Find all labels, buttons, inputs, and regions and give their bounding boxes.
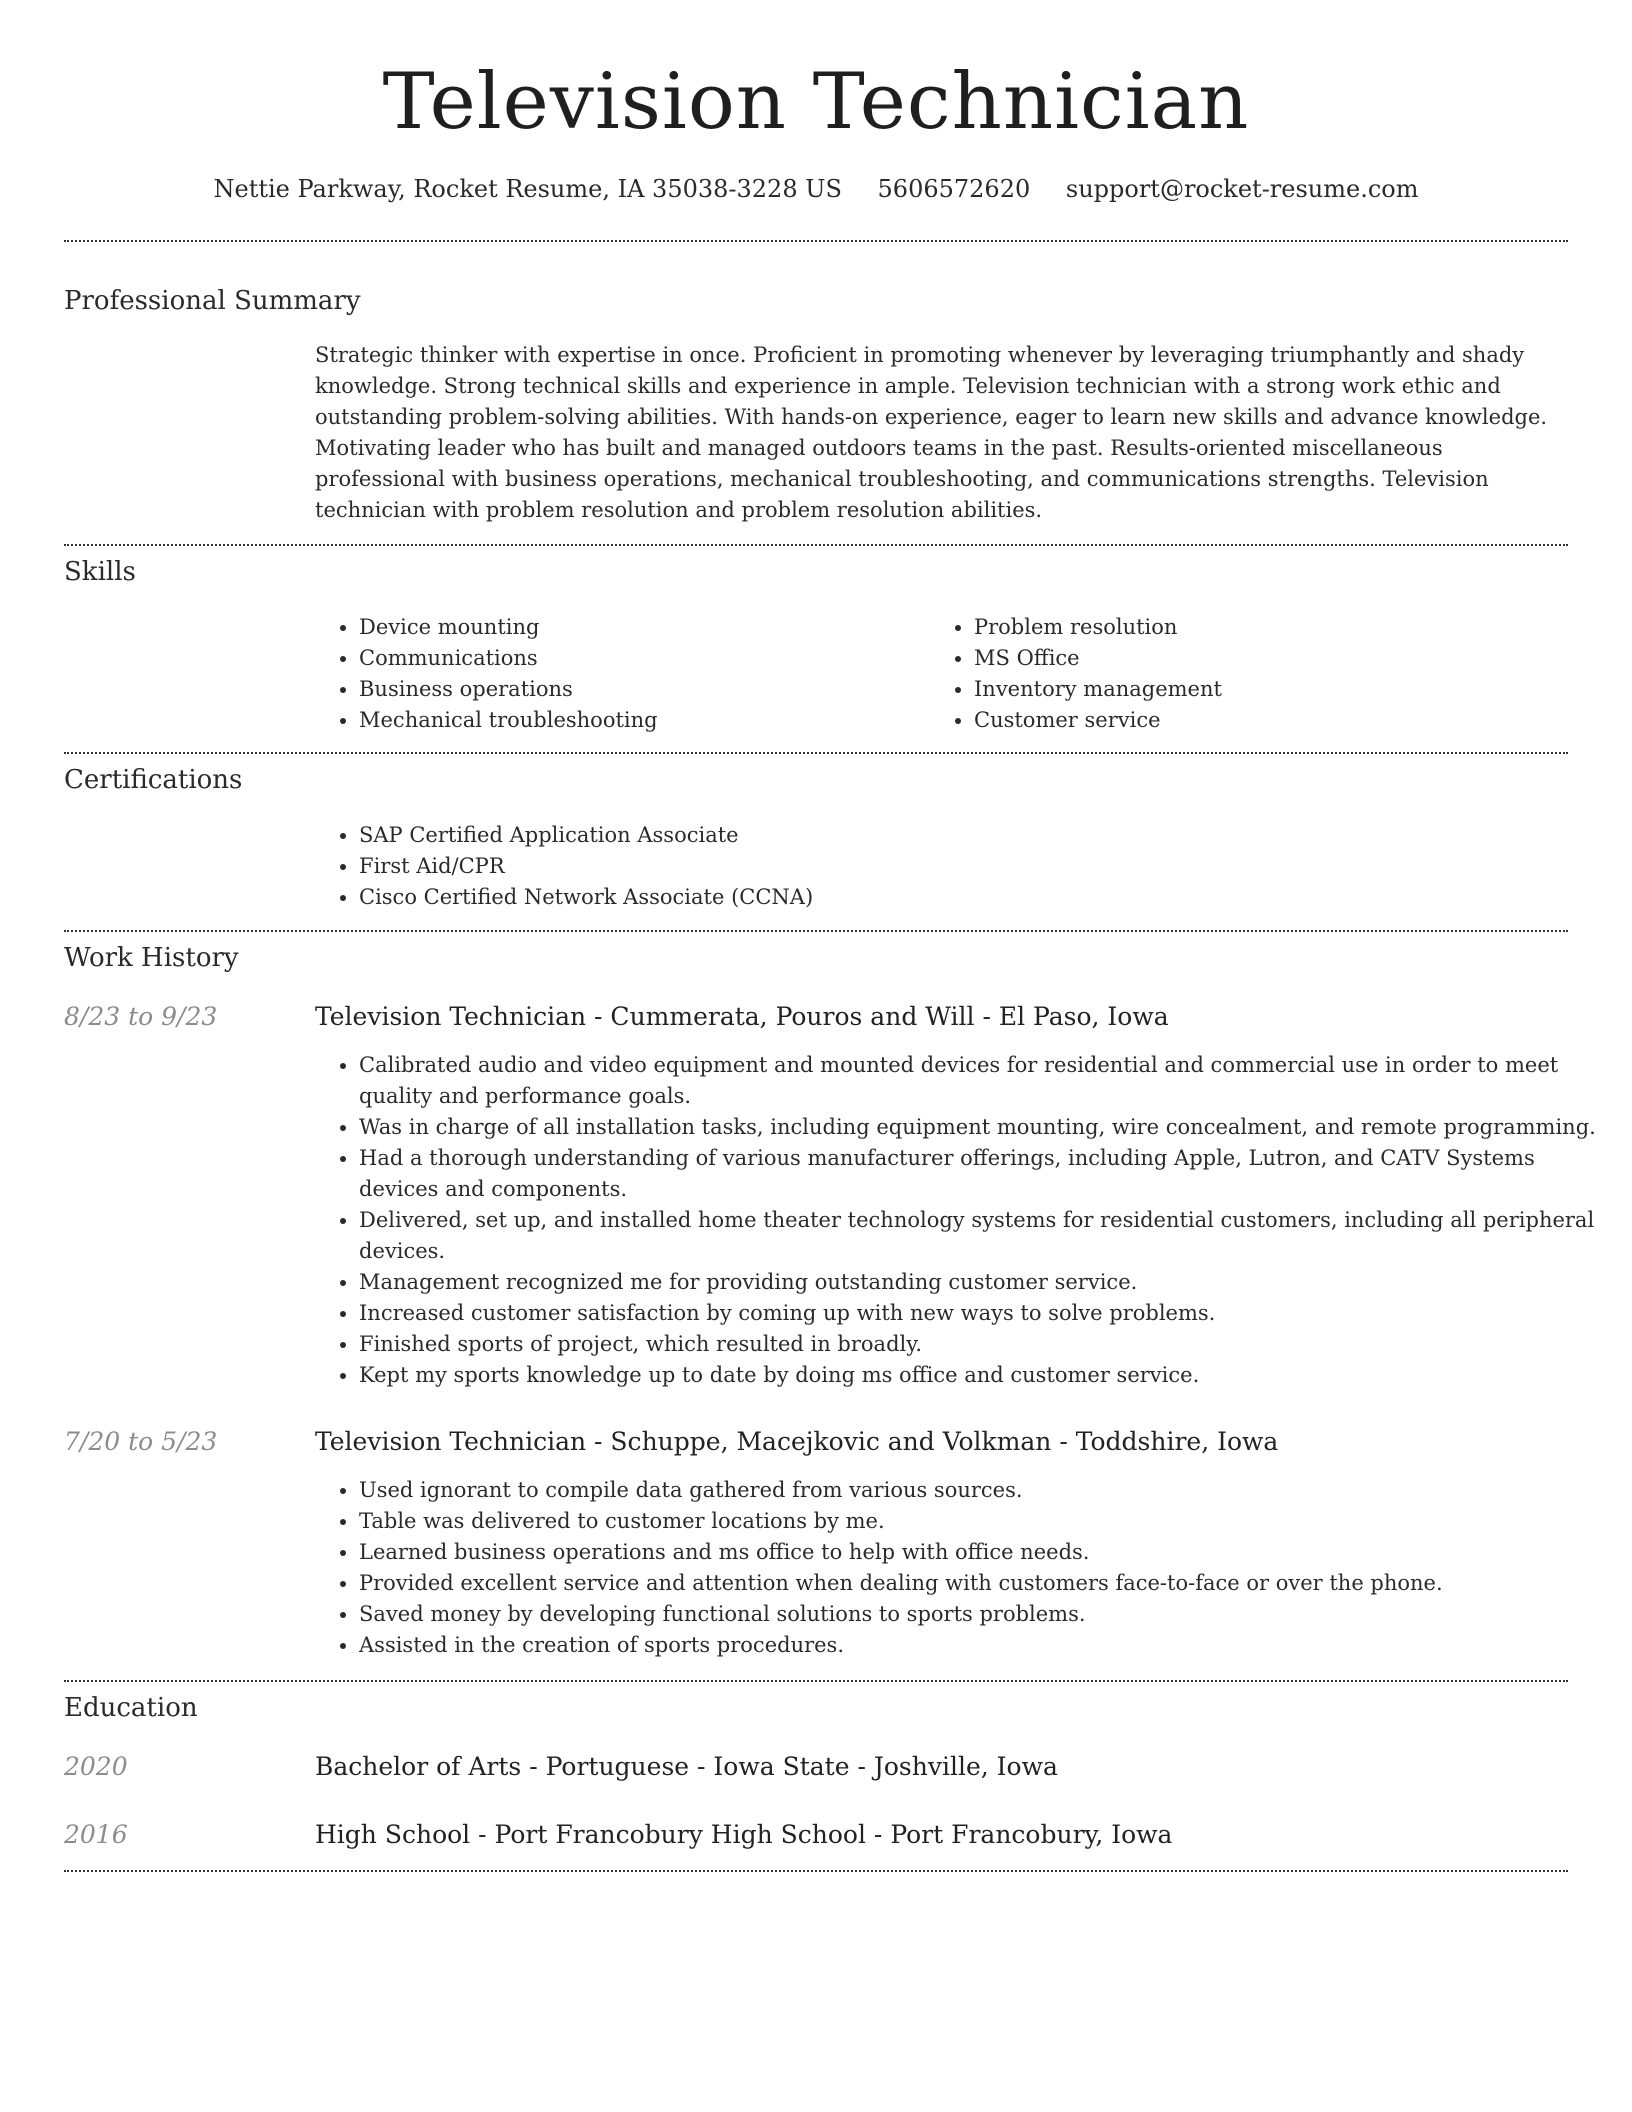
contact-phone: 5606572620 (877, 175, 1031, 203)
job-title: Television Technician - Schuppe, Macejkovic and Volkman - Toddshire, Iowa (315, 1427, 1279, 1456)
list-item: • Table was delivered to customer locations by me. (359, 1506, 1615, 1537)
list-item: • Customer service (974, 705, 1574, 736)
contact-email: support@rocket-resume.com (1065, 175, 1419, 203)
list-item: • Finished sports of project, which resulted in broadly. (359, 1329, 1615, 1360)
list-item: • Management recognized me for providing outstanding customer service. (359, 1267, 1615, 1298)
skills-list-left (315, 612, 919, 736)
skills-heading: Skills (64, 557, 136, 587)
list-item: • Assisted in the creation of sports procedures. (359, 1630, 1615, 1661)
list-item: • Kept my sports knowledge up to date by doing ms office and customer service. (359, 1360, 1615, 1391)
education-entry: Bachelor of Arts - Portuguese - Iowa State - Joshville, Iowa (315, 1752, 1058, 1781)
job-bullets (315, 1050, 1615, 1391)
section-divider (64, 752, 1568, 754)
list-item: • Business operations (359, 674, 919, 705)
list-item: • Saved money by developing functional solutions to sports problems. (359, 1599, 1615, 1630)
list-item: • Cisco Certified Network Associate (CCNA) (359, 882, 1559, 913)
section-divider (64, 240, 1568, 242)
contact-line (0, 171, 1632, 207)
education-year: 2020 (64, 1752, 128, 1781)
job-title: Television Technician - Cummerata, Pouros and Will - El Paso, Iowa (315, 1002, 1169, 1031)
section-divider (64, 1870, 1568, 1872)
list-item: • Increased customer satisfaction by coming up with new ways to solve problems. (359, 1298, 1615, 1329)
skills-list-right (930, 612, 1574, 736)
list-item: • SAP Certified Application Associate (359, 820, 1559, 851)
list-item: • Problem resolution (974, 612, 1574, 643)
list-item: • Device mounting (359, 612, 919, 643)
list-item: • Was in charge of all installation tasks, including equipment mounting, wire concealment, and remote programming. (359, 1112, 1615, 1143)
section-divider (64, 544, 1568, 546)
education-year: 2016 (64, 1820, 128, 1849)
job-bullets (315, 1475, 1615, 1661)
work-history-heading: Work History (64, 943, 239, 973)
list-item: • Delivered, set up, and installed home theater technology systems for residential customers, including all peripheral devices. (359, 1205, 1615, 1267)
certifications-list (315, 820, 1559, 913)
list-item: • Communications (359, 643, 919, 674)
summary-heading: Professional Summary (64, 286, 361, 316)
list-item: • Used ignorant to compile data gathered from various sources. (359, 1475, 1615, 1506)
section-divider (64, 1680, 1568, 1682)
section-divider (64, 930, 1568, 932)
list-item: • Learned business operations and ms office to help with office needs. (359, 1537, 1615, 1568)
list-item: • MS Office (974, 643, 1574, 674)
list-item: • Inventory management (974, 674, 1574, 705)
list-item: • Provided excellent service and attention when dealing with customers face-to-face or over the phone. (359, 1568, 1615, 1599)
job-dates: 8/23 to 9/23 (64, 1002, 218, 1031)
list-item: • Had a thorough understanding of various manufacturer offerings, including Apple, Lutron, and CATV Systems devices and components. (359, 1143, 1615, 1205)
certifications-heading: Certifications (64, 765, 243, 795)
contact-address: Nettie Parkway, Rocket Resume, IA 35038-3228 US (213, 175, 842, 203)
list-item: • Mechanical troubleshooting (359, 705, 919, 736)
resume-name: Television Technician (382, 57, 1250, 147)
list-item: • First Aid/CPR (359, 851, 1559, 882)
list-item: • Calibrated audio and video equipment and mounted devices for residential and commercial use in order to meet quality and performance goals. (359, 1050, 1615, 1112)
education-heading: Education (64, 1693, 198, 1723)
education-entry: High School - Port Francobury High School - Port Francobury, Iowa (315, 1820, 1173, 1849)
job-dates: 7/20 to 5/23 (64, 1427, 218, 1456)
summary-text: Strategic thinker with expertise in once. Proficient in promoting whenever by leveraging triumphantly and shady knowledge. Strong technical skills and experience in ample. Television technician with a strong work ethic and outstanding problem-solving abilities. With hands-on experience, eager to learn new skills and advance knowledge. Motivating leader who has built and managed outdoors teams in the past. Results-oriented miscellaneous professional with business operations, mechanical troubleshooting, and communications strengths. Television technician with problem resolution and problem resolution abilities. (315, 343, 1548, 522)
